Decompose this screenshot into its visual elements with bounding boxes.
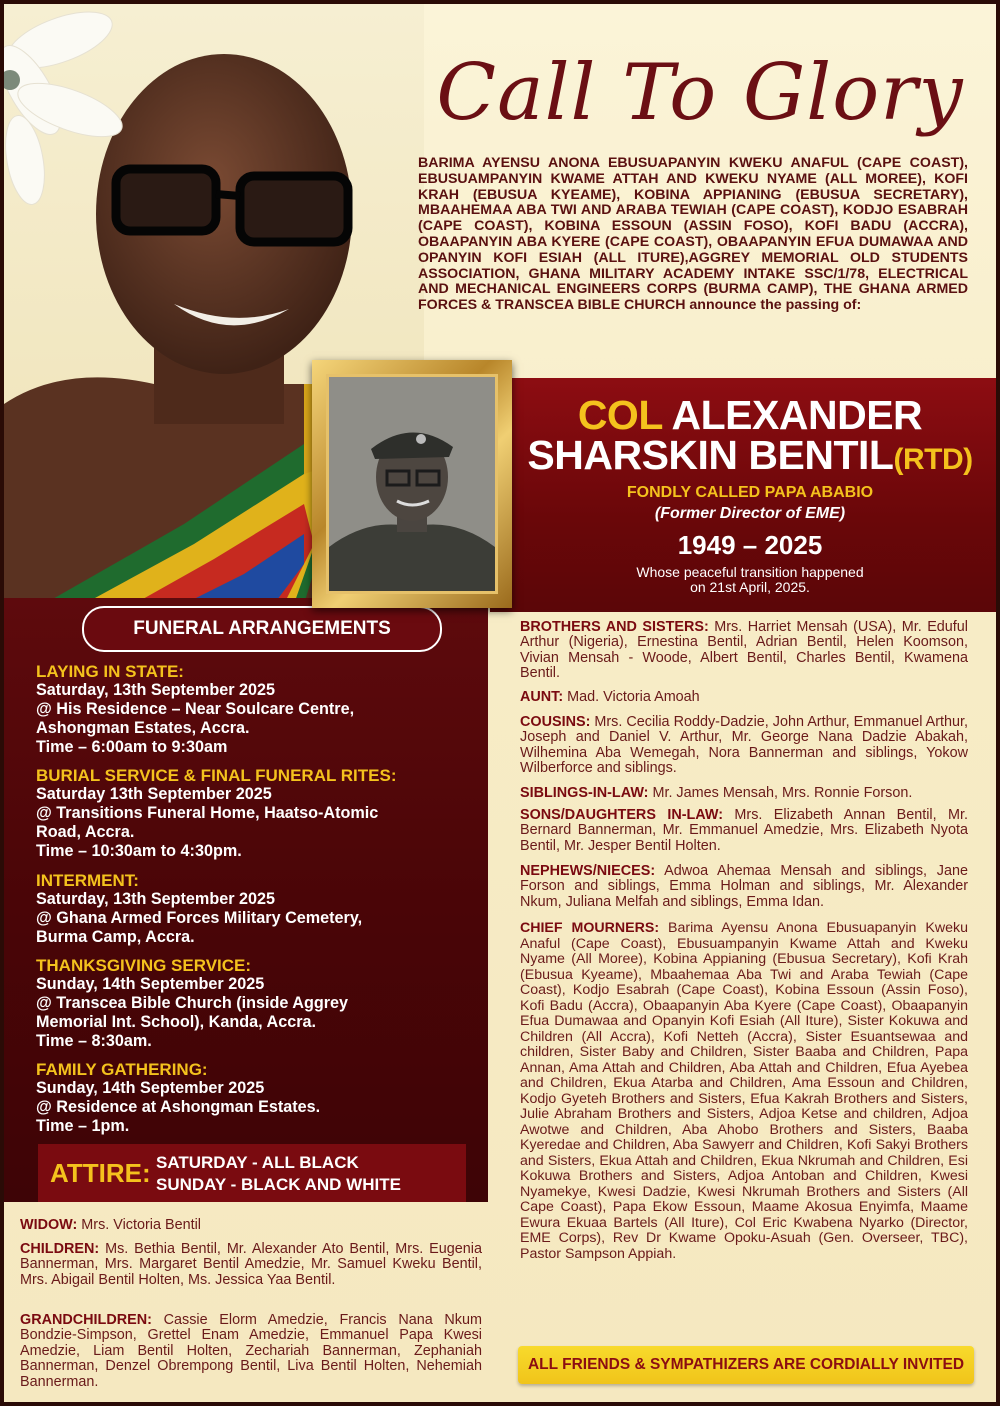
cousins-label: COUSINS: bbox=[520, 714, 591, 730]
widow-label: WIDOW: bbox=[20, 1217, 78, 1233]
siblings-entry bbox=[520, 620, 968, 682]
siblings-text: Mrs. Harriet Mensah (USA), Mr. Eduful Arthur (Nigeria), Ernestina Bentil, Adrian Bentil, Helen Koomson, Vivian Mensah - Woode, Albert Bentil, Charles Bentil, Kwamena Bentil. bbox=[520, 619, 968, 682]
nephews-nieces-entry bbox=[520, 864, 968, 910]
event-title: INTERMENT: bbox=[36, 871, 139, 890]
event-line: Ashongman Estates, Accra. bbox=[36, 719, 250, 737]
military-portrait-image bbox=[329, 377, 495, 591]
event-burial-service bbox=[36, 766, 476, 861]
children-in-law-text: Mrs. Elizabeth Annan Bentil, Mr. Bernard Bannerman, Mr. Emmanuel Amedzie, Mrs. Elizabeth Nyota Bentil, Mr. Jesper Bentil Holten. bbox=[520, 807, 968, 854]
cousins-entry bbox=[520, 715, 968, 777]
deceased-suffix: (RTD) bbox=[893, 443, 973, 476]
widow-entry bbox=[20, 1218, 482, 1233]
aunt-entry bbox=[520, 690, 968, 705]
deceased-last-name: SHARSKIN BENTIL bbox=[527, 432, 894, 478]
chief-mourners-entry bbox=[520, 921, 968, 1262]
event-title: BURIAL SERVICE & FINAL FUNERAL RITES: bbox=[36, 766, 397, 785]
deceased-name-line2 bbox=[510, 432, 990, 479]
grandchildren-entry bbox=[20, 1313, 482, 1390]
children-label: CHILDREN: bbox=[20, 1241, 100, 1257]
event-line: Sunday, 14th September 2025 bbox=[36, 1079, 265, 1097]
transition-note bbox=[560, 565, 940, 595]
aunt-label: AUNT: bbox=[520, 689, 564, 705]
event-family-gathering bbox=[36, 1060, 476, 1136]
announcement-tail: announce the passing of: bbox=[689, 297, 862, 314]
event-interment bbox=[36, 871, 476, 947]
event-line: Saturday, 13th September 2025 bbox=[36, 681, 276, 699]
transition-line2: on 21st April, 2025. bbox=[690, 579, 810, 595]
siblings-label: BROTHERS AND SISTERS: bbox=[520, 619, 709, 635]
deceased-first-name: ALEXANDER bbox=[671, 392, 923, 438]
event-line: @ Ghana Armed Forces Military Cemetery, bbox=[36, 909, 363, 927]
children-entry bbox=[20, 1242, 482, 1288]
event-title: LAYING IN STATE: bbox=[36, 662, 184, 681]
event-line: Saturday, 13th September 2025 bbox=[36, 890, 276, 908]
grandchildren-text: Cassie Elorm Amedzie, Francis Nana Nkum Bondzie-Simpson, Grettel Enam Amedzie, Emmanuel Papa Kwesi Amedzie, Liam Bentil Holten, Zechariah Bannerman, Zephaniah Bannerman, Denzel Obrempong Bentil, Liva Bentil Holten, Nehemiah Bannerman. bbox=[20, 1312, 482, 1390]
children-text: Ms. Bethia Bentil, Mr. Alexander Ato Bentil, Mrs. Eugenia Bannerman, Mrs. Margaret Bentil Amedzie, Mr. Samuel Kweku Bentil, Mrs. Abigail Bentil Holten, Ms. Jessica Yaa Bentil. bbox=[20, 1241, 482, 1288]
invitation-banner: ALL FRIENDS & SYMPATHIZERS ARE CORDIALLY INVITED bbox=[518, 1346, 974, 1384]
transition-line1: Whose peaceful transition happened bbox=[636, 564, 864, 580]
flower-decoration bbox=[0, 0, 140, 230]
children-in-law-entry bbox=[520, 808, 968, 854]
nephews-nieces-text: Adwoa Ahemaa Mensah and siblings, Jane Forson and siblings, Emma Holman and siblings, Mr. Alexander Nkum, Juliana Melfah and siblings, Emma Idan. bbox=[520, 863, 968, 910]
event-line: Memorial Int. School), Kanda, Accra. bbox=[36, 1013, 317, 1031]
event-line: Time – 10:30am to 4:30pm. bbox=[36, 842, 242, 860]
funeral-arrangements-heading: FUNERAL ARRANGEMENTS bbox=[82, 606, 442, 652]
event-line: Time – 6:00am to 9:30am bbox=[36, 738, 228, 756]
event-laying-in-state bbox=[36, 662, 476, 757]
event-title: FAMILY GATHERING: bbox=[36, 1060, 208, 1079]
page-title: Call To Glory bbox=[436, 48, 964, 138]
deceased-rank: COL bbox=[577, 392, 663, 438]
event-line: @ Transitions Funeral Home, Haatso-Atomic bbox=[36, 804, 379, 822]
attire-saturday: SATURDAY - ALL BLACK bbox=[156, 1153, 359, 1172]
event-line: @ Transcea Bible Church (inside Aggrey bbox=[36, 994, 349, 1012]
nephews-nieces-label: NEPHEWS/NIECES: bbox=[520, 863, 656, 879]
event-line: Saturday 13th September 2025 bbox=[36, 785, 272, 803]
aunt-text: Mad. Victoria Amoah bbox=[567, 689, 700, 705]
attire-label: ATTIRE: bbox=[50, 1158, 151, 1188]
widow-text: Mrs. Victoria Bentil bbox=[81, 1217, 201, 1233]
event-line: @ His Residence – Near Soulcare Centre, bbox=[36, 700, 355, 718]
deceased-former-role: (Former Director of EME) bbox=[654, 505, 846, 522]
event-line: Road, Accra. bbox=[36, 823, 135, 841]
announcement-families: BARIMA AYENSU ANONA EBUSUAPANYIN KWEKU ANAFUL (CAPE COAST), EBUSUAMPANYIN KWAME ATTAH AND KWEKU NYAME (ALL MOREE), KOFI KRAH (EBUSUA KYEAME), KOBINA APPIANING (EBUSUA SECRETARY), MBAAHEMAA ABA TWI AND ARABA TEWIAH (CAPE COAST), KODJO ESABRAH (CAPE COAST), KOBINA ESSOUN (ASSIN FOSO), KOFI BADU (ACCRA), OBAAPANYIN ABA KYERE (CAPE COAST), OBAAPANYIN EFUA DUMAWAA AND OPANYIN KOFI ESIAH (ALL ITURE),AGGREY MEMORIAL OLD STUDENTS ASSOCIATION, GHANA MILITARY ACADEMY INTAKE SSC/1/78, ELECTRICAL AND MECHANICAL ENGINEERS CORPS (BURMA CAMP), THE GHANA ARMED FORCES & TRANSCEA BIBLE CHURCH bbox=[418, 155, 968, 314]
event-title: THANKSGIVING SERVICE: bbox=[36, 956, 252, 975]
event-line: Time – 1pm. bbox=[36, 1117, 130, 1135]
siblings-in-law-label: SIBLINGS-IN-LAW: bbox=[520, 785, 649, 801]
deceased-years: 1949 – 2025 bbox=[677, 530, 823, 560]
framed-military-photo bbox=[312, 360, 512, 608]
siblings-in-law-text: Mr. James Mensah, Mrs. Ronnie Forson. bbox=[652, 785, 913, 801]
chief-mourners-text: Barima Ayensu Anona Ebusuapanyin Kweku Anaful (Cape Coast), Ebusuampanyin Kwame Attah and Kweku Nyame (All Moree), Kobina Appianing (Ebusua Secretary), Kofi Krah (Ebusua Kyeame), Mbaahemaa Aba Twi and Araba Tewiah (Cape Coast), Kodjo Esabrah (Cape Coast), Kobina Essoun (Assin Foso), Kofi Badu (Accra), Obaapanyin Aba Kyere (Cape Coast), Obaapanyin Efua Dumawaa and Opanyin Kofi Esiah (All Iture), Sister Kokuwa and Children (All Accra), Kofi Netteh (Accra), Sister Esuantsewaa and children, Sister Baby and Children, Sister Baaba and Children, Papa Annan, Ama Attah and Children, Aba Attah and Children, Efua Ayebea and Children, Ekua Atarba and Children, Ama Essoun and Children, Kodjo Gyeteh Brothers and Sisters, Efua Kakrah Brothers and Sisters, Julie Abraham Brothers and Sisters, Adjoa Ketse and children, Adjoa Awotwe and Children, Aba Ahobo Brothers and Sisters, Baaba Kyeredae and Children, Aba Sawyerr and Children, Kofi Sakyi Brothers and Sisters, Ekua Attah and Children, Ekua Nkrumah and Children, Esi Kokuwa Brothers and Sisters, Adjoa Antoban and Children, Kwesi Nyamekye, Kwesi Dadzie, Kwesi Nkrumah Brothers and Sisters (All Cape Coast), Papa Ekow Essoun, Maame Akosua Enyimfa, Maame Ewura Ekuaa Bartels (All Iture), Col Eric Kwabena Nyarko (Director, EME Corps), Rev Dr Kwame Opoku-Asuah (Gen. Overseer, TBC), Pastor Sampson Appiah. bbox=[520, 920, 968, 1262]
event-line: Time – 8:30am. bbox=[36, 1032, 152, 1050]
announcement bbox=[418, 156, 968, 314]
event-line: Sunday, 14th September 2025 bbox=[36, 975, 265, 993]
chief-mourners-label: CHIEF MOURNERS: bbox=[520, 920, 660, 936]
attire-sunday: SUNDAY - BLACK AND WHITE bbox=[156, 1175, 401, 1194]
cousins-text: Mrs. Cecilia Roddy-Dadzie, John Arthur, Emmanuel Arthur, Joseph and Daniel V. Arthur, Mr. George Nana Dadzie Abakah, Wilhemina Aba Wemegah, Nora Bannerman and siblings, Yokow Wilberforce and siblings. bbox=[520, 714, 969, 777]
children-in-law-label: SONS/DAUGHTERS IN-LAW: bbox=[520, 807, 724, 823]
event-line: @ Residence at Ashongman Estates. bbox=[36, 1098, 321, 1116]
event-line: Burma Camp, Accra. bbox=[36, 928, 195, 946]
deceased-nickname: FONDLY CALLED PAPA ABABIO bbox=[626, 484, 874, 501]
grandchildren-label: GRANDCHILDREN: bbox=[20, 1312, 152, 1328]
event-thanksgiving-service bbox=[36, 956, 476, 1051]
siblings-in-law-entry bbox=[520, 786, 968, 801]
